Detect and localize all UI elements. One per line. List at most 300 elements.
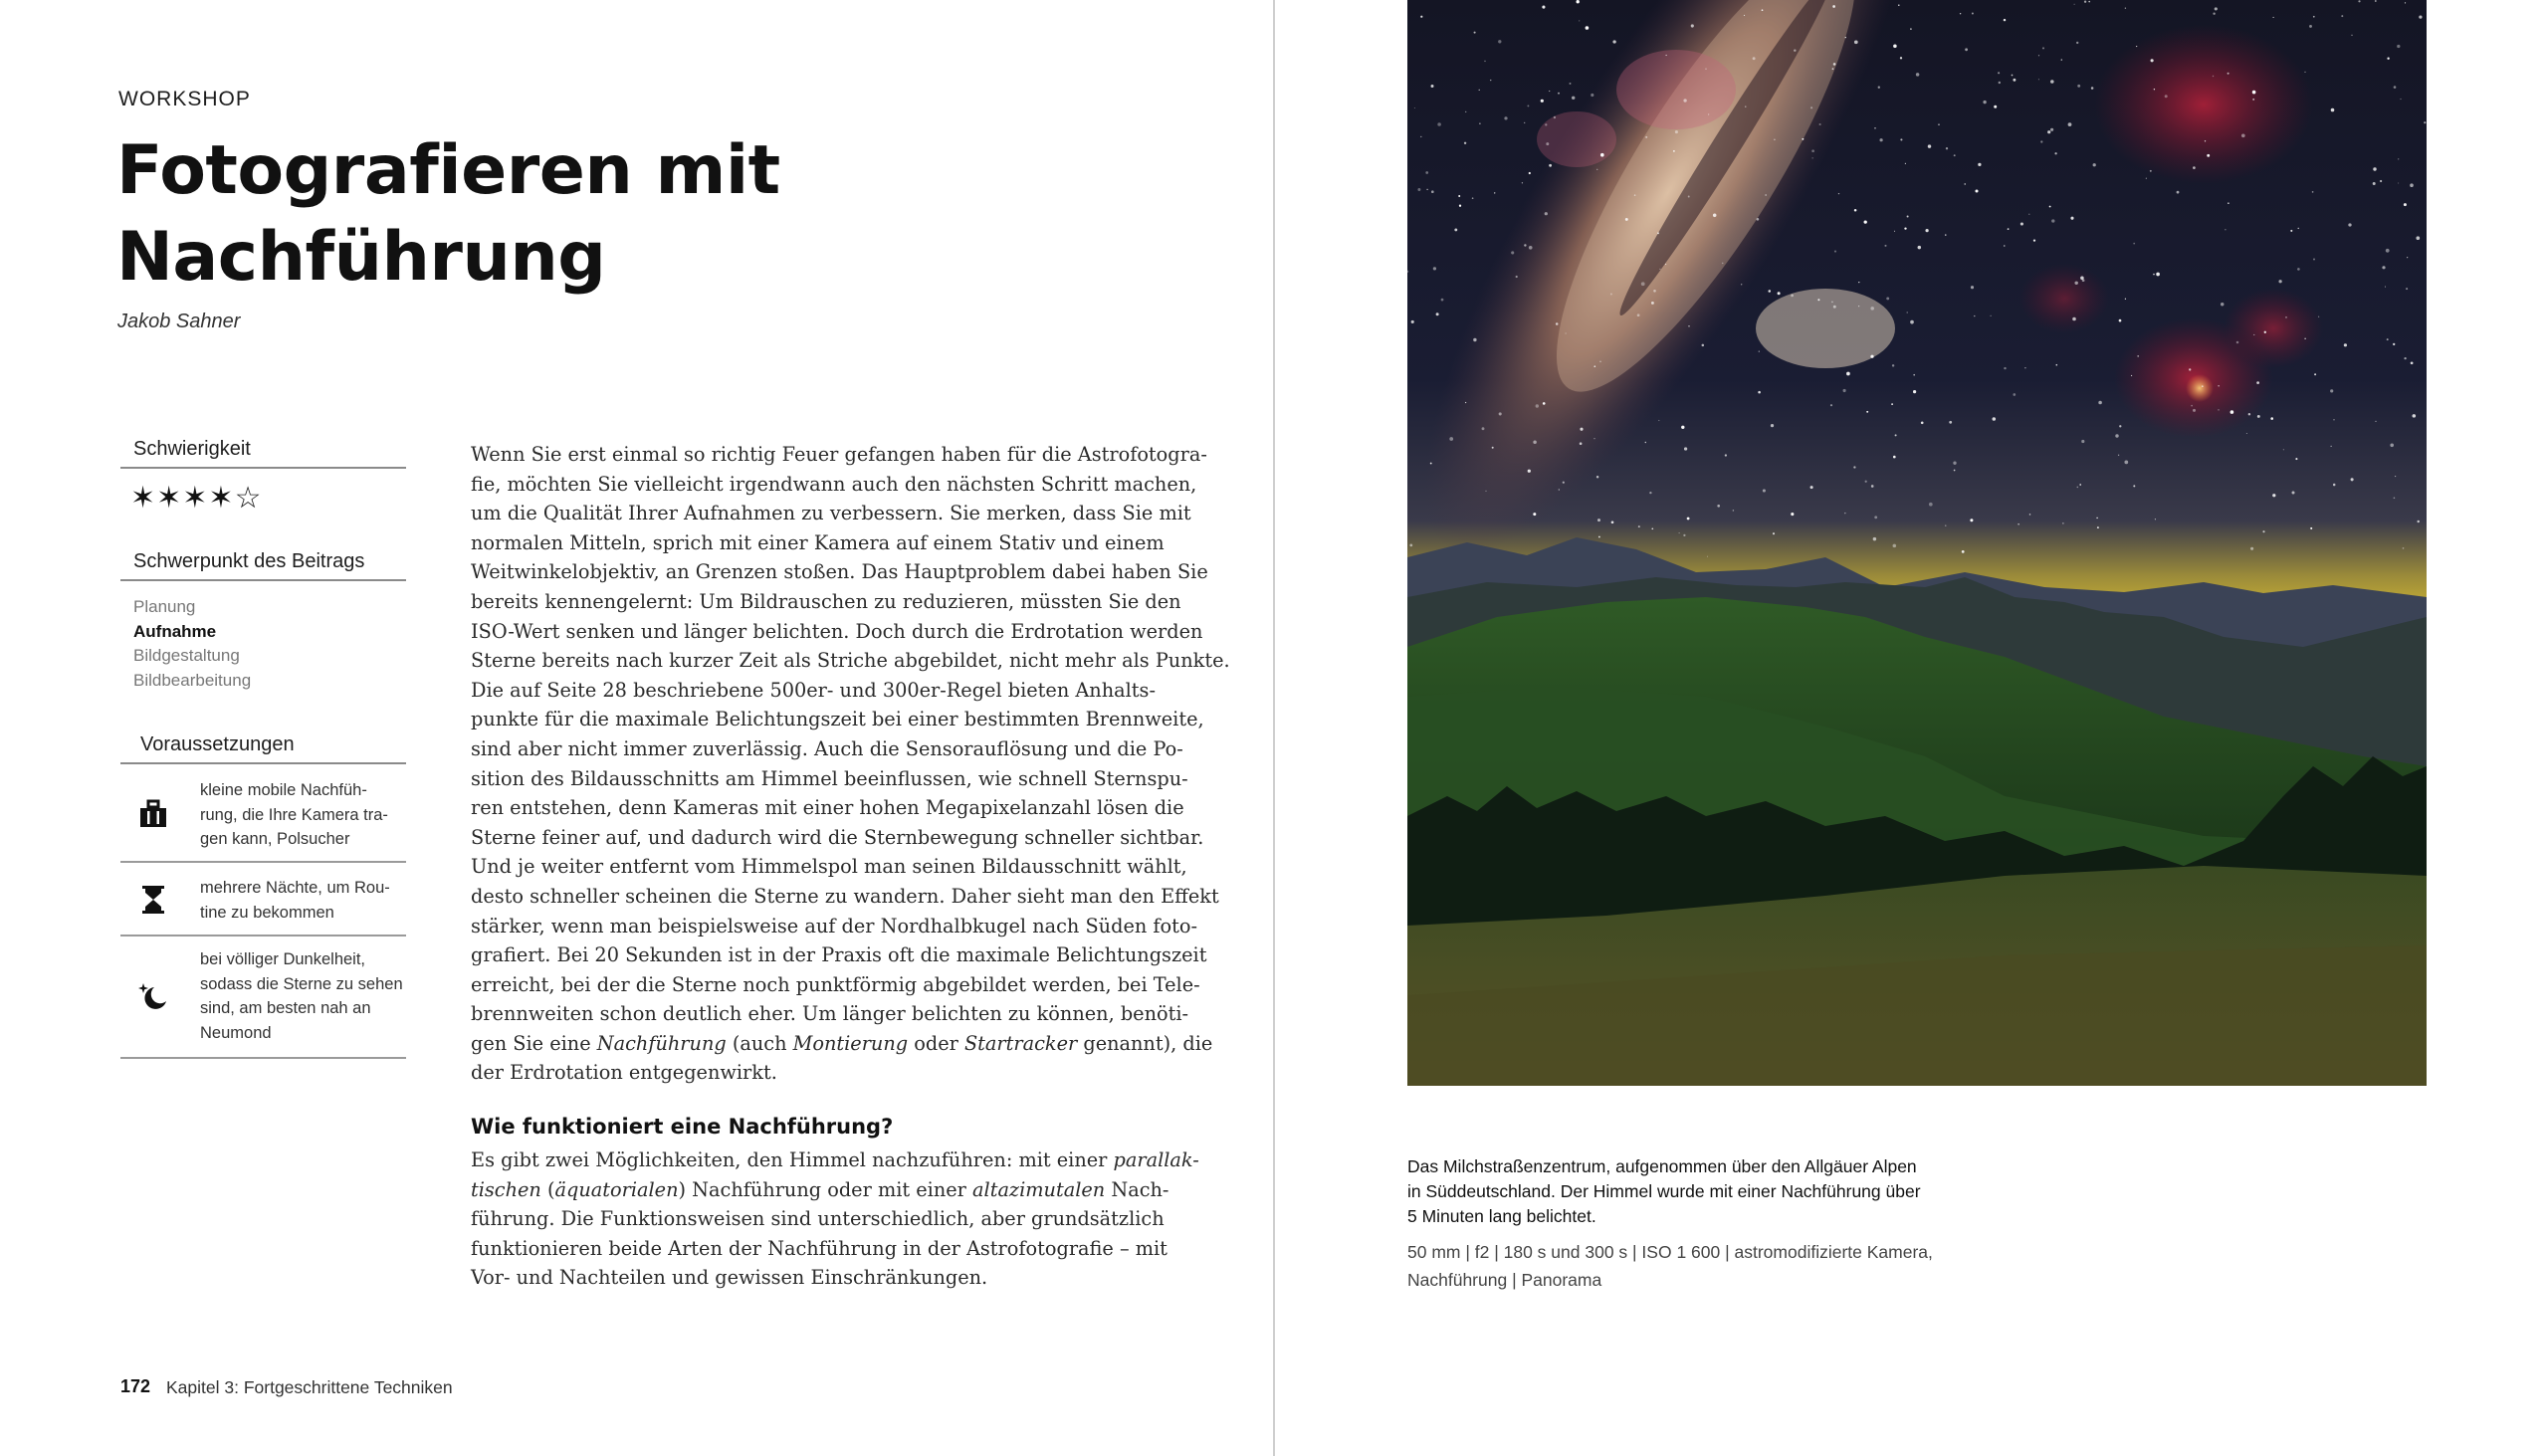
suitcase-icon bbox=[136, 797, 170, 831]
star-dot bbox=[1853, 466, 1855, 468]
star-dot bbox=[2153, 274, 2155, 276]
star-dot bbox=[2236, 341, 2239, 344]
star-dot bbox=[1954, 470, 1956, 472]
star-dot bbox=[1533, 513, 1536, 516]
star-dot bbox=[1597, 519, 1600, 521]
star-dot bbox=[2273, 17, 2274, 18]
star-dot bbox=[1543, 402, 1546, 405]
body-line: ren entstehen, denn Kameras mit einer hohen Megapixelanzahl lösen die bbox=[471, 796, 1184, 820]
star-dot bbox=[1949, 421, 1952, 424]
page-number: 172 bbox=[120, 1376, 151, 1396]
star-dot bbox=[2097, 526, 2099, 528]
star-dot bbox=[2318, 316, 2319, 317]
star-dot bbox=[1653, 290, 1656, 293]
star-dot bbox=[2256, 381, 2259, 384]
star-dot bbox=[2207, 154, 2210, 157]
star-dot bbox=[2193, 409, 2196, 412]
star-dot bbox=[1964, 183, 1965, 184]
star-dot bbox=[2068, 122, 2072, 126]
star-dot bbox=[1832, 68, 1834, 70]
body-line: Wenn Sie erst einmal so richtig Feuer gefangen haben für die Astrofotogra- bbox=[471, 443, 1207, 466]
star-dot bbox=[1791, 295, 1794, 298]
star-dot bbox=[2131, 375, 2132, 376]
star-dot bbox=[1765, 194, 1766, 195]
star-dot bbox=[2375, 421, 2376, 422]
difficulty-box bbox=[120, 438, 406, 469]
star-dot bbox=[2387, 338, 2389, 340]
star-dot bbox=[2133, 485, 2135, 487]
title-line: Fotografieren mit bbox=[116, 131, 780, 210]
star-dot bbox=[1962, 550, 1965, 553]
star-dot bbox=[1945, 234, 1946, 235]
star-dot bbox=[2115, 434, 2118, 437]
star-dot bbox=[1536, 404, 1539, 407]
star-dot bbox=[1834, 251, 1836, 253]
star-dot bbox=[2191, 405, 2193, 407]
star-dot bbox=[2013, 393, 2016, 396]
star-dot bbox=[1894, 231, 1895, 232]
star-dot bbox=[2096, 518, 2098, 520]
star-dot bbox=[2225, 229, 2226, 230]
star-dot bbox=[2398, 158, 2399, 159]
star-dot bbox=[1854, 209, 1857, 212]
star-dot bbox=[1651, 527, 1653, 529]
star-dot bbox=[1611, 520, 1614, 523]
star-dot bbox=[1946, 147, 1948, 149]
star-dot bbox=[1529, 246, 1533, 250]
requirement-line: bei völliger Dunkelheit, bbox=[200, 950, 366, 968]
star-dot bbox=[1972, 13, 1974, 15]
star-dot bbox=[2024, 367, 2025, 368]
star-dot bbox=[1516, 276, 1518, 278]
body-line: normalen Mitteln, sprich mit einer Kamera auf einem Stativ und einem bbox=[471, 530, 1165, 554]
star-dot bbox=[2136, 46, 2137, 47]
star-dot bbox=[2079, 484, 2081, 486]
star-dot bbox=[2154, 89, 2155, 90]
star-dot bbox=[1884, 245, 1886, 247]
focus-heading: Schwerpunkt des Beitrags bbox=[120, 550, 406, 581]
star-dot bbox=[1893, 456, 1896, 459]
star-dot bbox=[2297, 268, 2300, 271]
star-dot bbox=[2137, 355, 2139, 357]
star-dot bbox=[2125, 299, 2126, 300]
focus-item-planung: Planung bbox=[133, 597, 196, 616]
star-dot bbox=[1679, 532, 1680, 533]
star-dot bbox=[1527, 104, 1529, 106]
star-dot bbox=[2228, 73, 2230, 75]
star-dot bbox=[2257, 415, 2260, 418]
star-dot bbox=[1458, 195, 1460, 197]
star-dot bbox=[2215, 7, 2218, 10]
star-dot bbox=[2380, 180, 2382, 182]
body-line: sition des Bildausschnitts am Himmel beeinflussen, wie schnell Sternspu- bbox=[471, 766, 1188, 790]
star-dot bbox=[2221, 303, 2224, 306]
star-dot bbox=[1970, 519, 1973, 521]
star-dot bbox=[1637, 313, 1640, 316]
section-subheading: Wie funktioniert eine Nachführung? bbox=[471, 1115, 894, 1139]
star-dot bbox=[2193, 166, 2196, 169]
star-dot bbox=[1891, 403, 1893, 405]
body-line: bereits kennengelernt: Um Bildrauschen zu reduzieren, müssten Sie den bbox=[471, 589, 1181, 613]
star-dot bbox=[2344, 343, 2347, 346]
star-dot bbox=[1411, 320, 1414, 323]
star-dot bbox=[1759, 350, 1760, 351]
star-dot bbox=[1599, 360, 1601, 362]
star-dot bbox=[2177, 191, 2180, 194]
star-dot bbox=[2213, 76, 2214, 77]
star-dot bbox=[2382, 266, 2385, 269]
star-dot bbox=[1490, 80, 1491, 81]
star-dot bbox=[2202, 385, 2204, 387]
star-dot bbox=[1688, 196, 1690, 198]
star-empty-icon: ☆ bbox=[234, 482, 263, 515]
star-dot bbox=[1465, 111, 1466, 112]
moon-star-icon bbox=[136, 979, 170, 1013]
title-line: Nachführung bbox=[116, 218, 606, 297]
star-dot bbox=[1893, 544, 1897, 548]
star-dot bbox=[2253, 334, 2254, 335]
star-dot bbox=[1757, 218, 1760, 221]
star-dot bbox=[2050, 128, 2053, 131]
star-dot bbox=[1666, 55, 1667, 56]
star-dot bbox=[1993, 417, 1997, 421]
star-dot bbox=[2156, 273, 2160, 277]
focus-box bbox=[120, 550, 406, 581]
author-name: Jakob Sahner bbox=[117, 311, 241, 332]
star-dot bbox=[2385, 287, 2386, 288]
body-line: erreicht, bei der die Sterne noch punktförmig abgebildet werden, bei Tele- bbox=[471, 972, 1200, 996]
star-dot bbox=[1645, 442, 1646, 443]
star-dot bbox=[2098, 401, 2102, 405]
star-dot bbox=[2252, 99, 2254, 101]
star-dot bbox=[2400, 99, 2401, 100]
star-dot bbox=[1559, 489, 1560, 490]
star-dot bbox=[2061, 59, 2062, 60]
requirement-row bbox=[120, 863, 406, 936]
star-dot bbox=[1441, 299, 1444, 302]
star-dot bbox=[1758, 391, 1761, 394]
star-dot bbox=[2314, 373, 2316, 375]
focus-list bbox=[133, 595, 251, 693]
body-line: Weitwinkelobjektiv, an Grenzen stoßen. Das Hauptproblem dabei haben Sie bbox=[471, 560, 1208, 584]
star-dot bbox=[1878, 87, 1880, 89]
star-dot bbox=[2375, 0, 2377, 2]
star-dot bbox=[1431, 85, 1434, 88]
star-dot bbox=[1929, 503, 1933, 507]
star-dot bbox=[1953, 462, 1956, 465]
requirement-line: gen kann, Polsucher bbox=[200, 830, 350, 848]
star-dot bbox=[2395, 476, 2396, 477]
star-dot bbox=[1545, 123, 1547, 125]
star-dot bbox=[1753, 57, 1756, 60]
star-dot bbox=[2313, 16, 2315, 18]
star-dot bbox=[2292, 492, 2295, 495]
star-dot bbox=[1999, 82, 2001, 84]
star-dot bbox=[2419, 15, 2422, 18]
star-dot bbox=[1499, 412, 1502, 415]
star-dot bbox=[1673, 150, 1675, 152]
requirement-row bbox=[120, 936, 406, 1059]
star-dot bbox=[1657, 232, 1659, 234]
star-dot bbox=[1554, 116, 1556, 118]
star-dot bbox=[1725, 454, 1727, 456]
star-dot bbox=[2304, 338, 2305, 339]
star-dot bbox=[1449, 437, 1453, 441]
star-dot bbox=[2333, 419, 2334, 420]
star-dot bbox=[1965, 48, 1968, 51]
difficulty-heading: Schwierigkeit bbox=[120, 438, 406, 469]
star-dot bbox=[2246, 433, 2247, 434]
page-title bbox=[116, 127, 913, 301]
star-dot bbox=[2074, 4, 2075, 5]
star-dot bbox=[1844, 513, 1845, 514]
body-line: punkte für die maximale Belichtungszeit bei einer bestimmten Brennweite, bbox=[471, 708, 1204, 731]
star-dot bbox=[1918, 246, 1921, 249]
body-line: brennweiten schon deutlich eher. Um länger belichten zu können, benöti- bbox=[471, 1002, 1189, 1026]
star-dot bbox=[1688, 325, 1689, 326]
star-dot bbox=[1414, 107, 1415, 108]
star-dot bbox=[2125, 8, 2126, 9]
focus-item-bildgestaltung: Bildgestaltung bbox=[133, 646, 240, 665]
star-dot bbox=[1831, 302, 1833, 304]
star-dot bbox=[2088, 1, 2090, 3]
star-dot bbox=[1811, 149, 1814, 152]
star-dot bbox=[1907, 215, 1909, 217]
star-dot bbox=[2008, 228, 2010, 230]
star-dot bbox=[2290, 230, 2292, 232]
star-dot bbox=[1708, 113, 1709, 114]
star-dot bbox=[2040, 140, 2042, 142]
star-dot bbox=[1529, 172, 1531, 174]
star-dot bbox=[2081, 440, 2084, 443]
star-dot bbox=[1845, 37, 1846, 38]
star-dot bbox=[1464, 142, 1466, 144]
star-dot bbox=[1733, 510, 1735, 512]
star-dot bbox=[2004, 245, 2005, 246]
star-dot bbox=[2404, 203, 2407, 206]
star-dot bbox=[1681, 426, 1684, 429]
star-dot bbox=[2413, 414, 2417, 418]
star-dot bbox=[1641, 282, 1645, 286]
star-dot bbox=[2417, 520, 2419, 522]
star-dot bbox=[2012, 75, 2014, 77]
star-dot bbox=[2351, 35, 2352, 36]
star-dot bbox=[1596, 476, 1598, 478]
star-dot bbox=[1819, 123, 1821, 125]
star-dot bbox=[2298, 228, 2299, 229]
star-dot bbox=[1771, 424, 1774, 427]
requirement-line: rung, die Ihre Kamera tra- bbox=[200, 805, 388, 824]
requirements-heading: Voraussetzungen bbox=[120, 733, 406, 764]
star-dot bbox=[1854, 40, 1858, 44]
star-dot bbox=[2397, 45, 2400, 48]
star-dot bbox=[2387, 58, 2389, 60]
star-dot bbox=[1556, 322, 1559, 325]
star-dot bbox=[1833, 306, 1836, 309]
star-dot bbox=[1833, 63, 1836, 66]
star-dot bbox=[1577, 0, 1580, 3]
star-dot bbox=[1900, 138, 1902, 140]
star-dot bbox=[2070, 217, 2073, 220]
star-dot bbox=[1846, 372, 1850, 376]
star-dot bbox=[1870, 307, 1874, 311]
star-dot bbox=[1874, 516, 1877, 519]
star-dot bbox=[2394, 497, 2396, 499]
star-dot bbox=[2248, 413, 2250, 415]
body-line: Sterne bereits nach kurzer Zeit als Striche abgebildet, nicht mehr als Punkte. bbox=[471, 649, 1230, 673]
star-dot bbox=[1593, 365, 1595, 367]
star-dot bbox=[2272, 494, 2275, 497]
star-dot bbox=[2038, 55, 2039, 56]
star-dot bbox=[2351, 478, 2354, 481]
star-dot bbox=[1504, 116, 1507, 119]
star-dot bbox=[1713, 214, 1717, 218]
star-dot bbox=[1675, 130, 1678, 133]
star-dot bbox=[2119, 425, 2121, 427]
star-dot bbox=[2155, 519, 2156, 520]
star-dot bbox=[2295, 458, 2297, 460]
star-dot bbox=[1864, 220, 1867, 223]
star-dot bbox=[1998, 72, 2000, 74]
star-dot bbox=[1945, 524, 1946, 525]
star-dot bbox=[2390, 444, 2394, 448]
star-dot bbox=[2084, 1, 2086, 3]
star-dot bbox=[1492, 447, 1494, 449]
star-dot bbox=[1874, 127, 1876, 129]
body-line: Es gibt zwei Möglichkeiten, den Himmel nachzuführen: mit einer parallak- bbox=[471, 1148, 1199, 1171]
star-dot bbox=[2020, 222, 2023, 225]
star-dot bbox=[1913, 390, 1916, 393]
caption-line: in Süddeutschland. Der Himmel wurde mit einer Nachführung über bbox=[1407, 1181, 1921, 1201]
star-dot bbox=[1454, 228, 1457, 231]
star-dot bbox=[2393, 343, 2395, 345]
star-dot bbox=[1873, 537, 1876, 540]
star-dot bbox=[2241, 133, 2245, 137]
star-dot bbox=[2077, 487, 2079, 489]
star-dot bbox=[1426, 189, 1427, 190]
star-dot bbox=[1880, 138, 1883, 141]
star-dot bbox=[1865, 481, 1867, 483]
star-dot bbox=[2304, 72, 2305, 73]
star-dot bbox=[1409, 544, 1412, 547]
star-dot bbox=[1465, 402, 1466, 403]
photo-caption bbox=[1407, 1154, 1965, 1229]
star-dot bbox=[1522, 182, 1523, 183]
star-dot bbox=[1528, 470, 1531, 473]
body-line: tischen (äquatorialen) Nachführung oder mit einer altazimutalen Nach- bbox=[471, 1177, 1169, 1201]
star-dot bbox=[1651, 302, 1654, 305]
focus-item-aufnahme: Aufnahme bbox=[133, 621, 217, 641]
spec-line: 50 mm | f2 | 180 s und 300 s | ISO 1 600 | astromodifizierte Kamera, bbox=[1407, 1242, 1933, 1262]
star-dot bbox=[2373, 167, 2376, 170]
star-dot bbox=[1545, 212, 1548, 215]
star-dot bbox=[1420, 136, 1421, 137]
star-dot bbox=[2049, 206, 2051, 208]
body-line: stärker, wenn man beispielsweise auf der Nordhalbkugel nach Süden foto- bbox=[471, 914, 1198, 937]
star-dot bbox=[2406, 288, 2408, 290]
star-dot bbox=[1658, 420, 1659, 421]
milky-way-photo bbox=[1407, 0, 2427, 1086]
star-dot bbox=[1565, 332, 1566, 333]
star-dot bbox=[2074, 282, 2077, 285]
star-dot bbox=[2056, 364, 2058, 366]
star-dot bbox=[2250, 547, 2253, 550]
star-dot bbox=[1546, 142, 1549, 145]
body-line: führung. Die Funktionsweisen sind unterschiedlich, aber grundsätzlich bbox=[471, 1207, 1165, 1231]
body-line: Vor- und Nachteilen und gewissen Einschränkungen. bbox=[471, 1266, 988, 1290]
star-dot bbox=[2028, 214, 2029, 215]
requirement-line: Neumond bbox=[200, 1023, 272, 1042]
star-dot bbox=[1645, 136, 1647, 138]
star-dot bbox=[2213, 13, 2215, 15]
star-dot bbox=[1812, 157, 1813, 158]
star-dot bbox=[2119, 319, 2122, 322]
star-dot bbox=[1843, 389, 1846, 392]
star-dot bbox=[1485, 491, 1486, 492]
star-dot bbox=[1870, 355, 1873, 358]
star-dot bbox=[1558, 93, 1560, 95]
caption-line: Das Milchstraßenzentrum, aufgenommen über den Allgäuer Alpen bbox=[1407, 1156, 1917, 1176]
star-dot bbox=[1871, 485, 1874, 488]
star-dot bbox=[1778, 292, 1781, 295]
star-dot bbox=[1600, 153, 1604, 157]
requirement-text bbox=[200, 778, 404, 852]
star-dot bbox=[1580, 442, 1583, 445]
star-dot bbox=[1649, 492, 1651, 494]
star-dot bbox=[2283, 449, 2284, 450]
star-dot bbox=[1549, 164, 1552, 167]
star-dot bbox=[1473, 338, 1476, 341]
star-dot bbox=[2013, 79, 2016, 82]
star-dot bbox=[2051, 219, 2054, 222]
requirement-row bbox=[120, 766, 406, 863]
requirement-text bbox=[200, 876, 404, 925]
star-dot bbox=[2189, 368, 2191, 370]
star-dot bbox=[1542, 6, 1545, 9]
body-paragraph-2 bbox=[471, 1145, 1199, 1293]
star-dot bbox=[1983, 101, 1986, 104]
star-dot bbox=[2218, 409, 2219, 410]
requirement-text bbox=[200, 947, 404, 1045]
star-filled-icon: ✶ bbox=[182, 482, 209, 515]
focus-item-bildbearbeitung: Bildbearbeitung bbox=[133, 670, 252, 690]
star-dot bbox=[2082, 279, 2085, 282]
body-line: funktionieren beide Arten der Nachführung in der Astrofotografie – mit bbox=[471, 1236, 1168, 1260]
star-dot bbox=[1858, 282, 1859, 283]
star-dot bbox=[1762, 9, 1764, 11]
star-dot bbox=[2341, 15, 2343, 17]
star-dot bbox=[1971, 286, 1974, 289]
star-dot bbox=[1910, 28, 1912, 30]
star-dot bbox=[2405, 2, 2406, 3]
body-line: desto schneller scheinen die Sterne zu wandern. Daher sieht man den Effekt bbox=[471, 884, 1219, 908]
star-dot bbox=[1898, 4, 1899, 5]
star-dot bbox=[2004, 19, 2006, 21]
star-dot bbox=[2312, 191, 2314, 193]
star-dot bbox=[2047, 130, 2050, 133]
hourglass-icon bbox=[136, 883, 170, 917]
star-dot bbox=[1430, 463, 1432, 465]
star-dot bbox=[1436, 312, 1439, 315]
photo-specs bbox=[1407, 1238, 1965, 1294]
star-dot bbox=[1705, 69, 1706, 70]
star-dot bbox=[1596, 169, 1597, 170]
star-dot bbox=[2038, 79, 2039, 80]
star-dot bbox=[1866, 411, 1868, 413]
star-dot bbox=[1921, 421, 1924, 424]
star-dot bbox=[2017, 523, 2018, 524]
star-dot bbox=[1745, 105, 1746, 106]
